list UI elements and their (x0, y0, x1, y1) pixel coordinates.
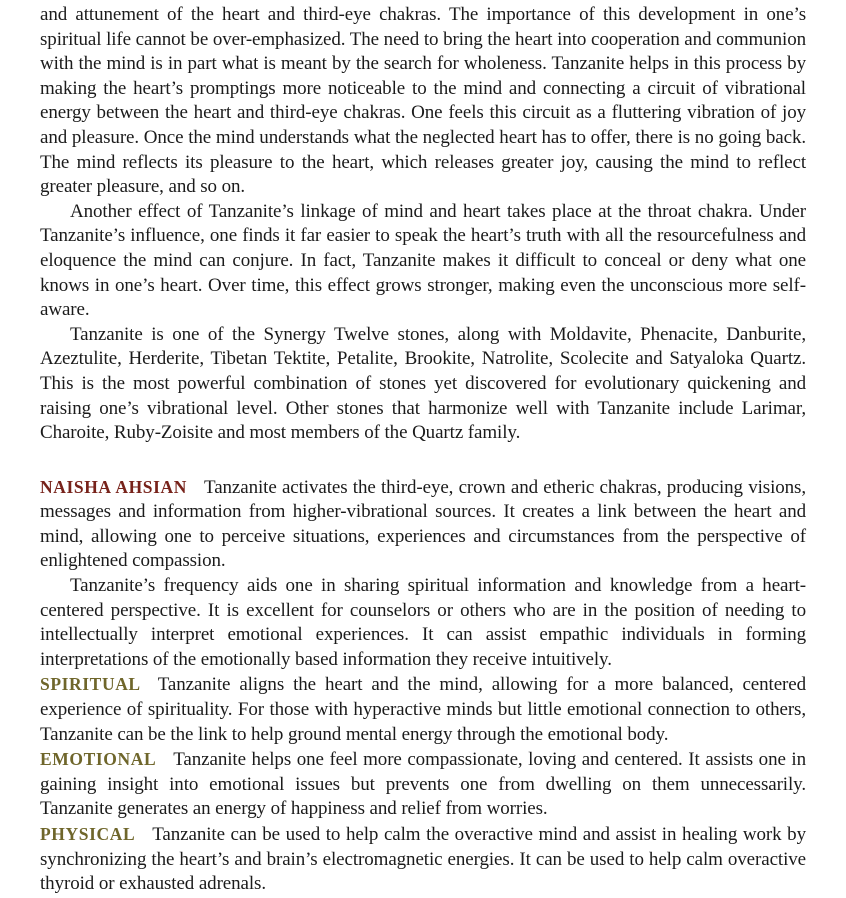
paragraph-throat-chakra: Another effect of Tanzanite’s linkage of mind and heart takes place at the throat chakra. Under Tanzanite’s influence, one finds it far easier to speak the heart’s truth with all the resourcefulness and eloquence the mind can conjure. In fact, Tanzanite makes it difficult to conceal or deny what one knows in one’s heart. Over time, this effect grows stronger, making even the unconscious more self-aware. (40, 200, 806, 321)
paragraph-naisha-ahsian-frequency: Tanzanite’s frequency aids one in sharing spiritual information and knowledge from a heart-centered perspective. It is excellent for counselors or others who are in the position of needing to intellectually interpret emotional experiences. It can assist empathic individuals in forming interpretations of the emotionally based information they receive intuitively. (40, 575, 806, 670)
paragraph-continuation-heart-third-eye: and attunement of the heart and third-eye chakras. The importance of this development in one’s spiritual life cannot be over-emphasized. The need to bring the heart into cooperation and communion with the mind is in part what is meant by the search for wholeness. Tanzanite helps in this process by making the heart’s promptings more noticeable to the mind and connecting a circuit of vibrational energy between the heart and third-eye chakras. One feels this circuit as a fluttering vibration of joy and pleasure. Once the mind understands what the neglected heart has to offer, there is no going back. The mind reflects its pleasure to the heart, which releases greater joy, causing the mind to reflect greater pleasure, and so on. (40, 4, 806, 198)
property-heading-physical: PHYSICAL (40, 824, 136, 844)
paragraph-spiritual (40, 672, 806, 747)
property-heading-spiritual: SPIRITUAL (40, 674, 141, 695)
paragraph-emotional (40, 747, 806, 822)
paragraph-physical (40, 822, 806, 897)
author-heading-naisha-ahsian: NAISHA AHSIAN (40, 476, 188, 497)
spiritual-text: Tanzanite aligns the heart and the mind, allowing for a more balanced, centered experience of spirituality. For those with hyperactive minds but little emotional connection to others, Tanzanite can be the link to help ground mental energy through the emotional body. (40, 674, 806, 745)
paragraph-naisha-ahsian-intro (40, 475, 806, 574)
section-gap (40, 446, 806, 475)
paragraph-synergy-twelve: Tanzanite is one of the Synergy Twelve stones, along with Moldavite, Phenacite, Danburite, Azeztulite, Herderite, Tibetan Tektite, Petalite, Brookite, Natrolite, Scolecite and Satyaloka Quartz. This is the most powerful combination of stones yet discovered for evolutionary quickening and raising one’s vibrational level. Other stones that harmonize well with Tanzanite include Larimar, Charoite, Ruby-Zoisite and most members of the Quartz family. (40, 323, 806, 444)
naisha-ahsian-intro-text: Tanzanite activates the third-eye, crown and etheric chakras, producing visions, messages and information from higher-vibrational sources. It creates a link between the heart and mind, allowing one to perceive situations, experiences and circumstances from the perspective of enlightened compassion. (40, 476, 806, 572)
emotional-text: Tanzanite helps one feel more compassionate, loving and centered. It assists one in gaining insight into emotional issues but prevents one from dwelling on them unnecessarily. Tanzanite generates an energy of happiness and relief from worries. (40, 749, 806, 820)
property-heading-emotional: EMOTIONAL (40, 749, 157, 770)
physical-text: Tanzanite can be used to help calm the overactive mind and assist in healing work by synchronizing the heart’s and brain’s electromagnetic energies. It can be used to help calm overactive thyroid or exhausted adrenals. (40, 824, 806, 895)
